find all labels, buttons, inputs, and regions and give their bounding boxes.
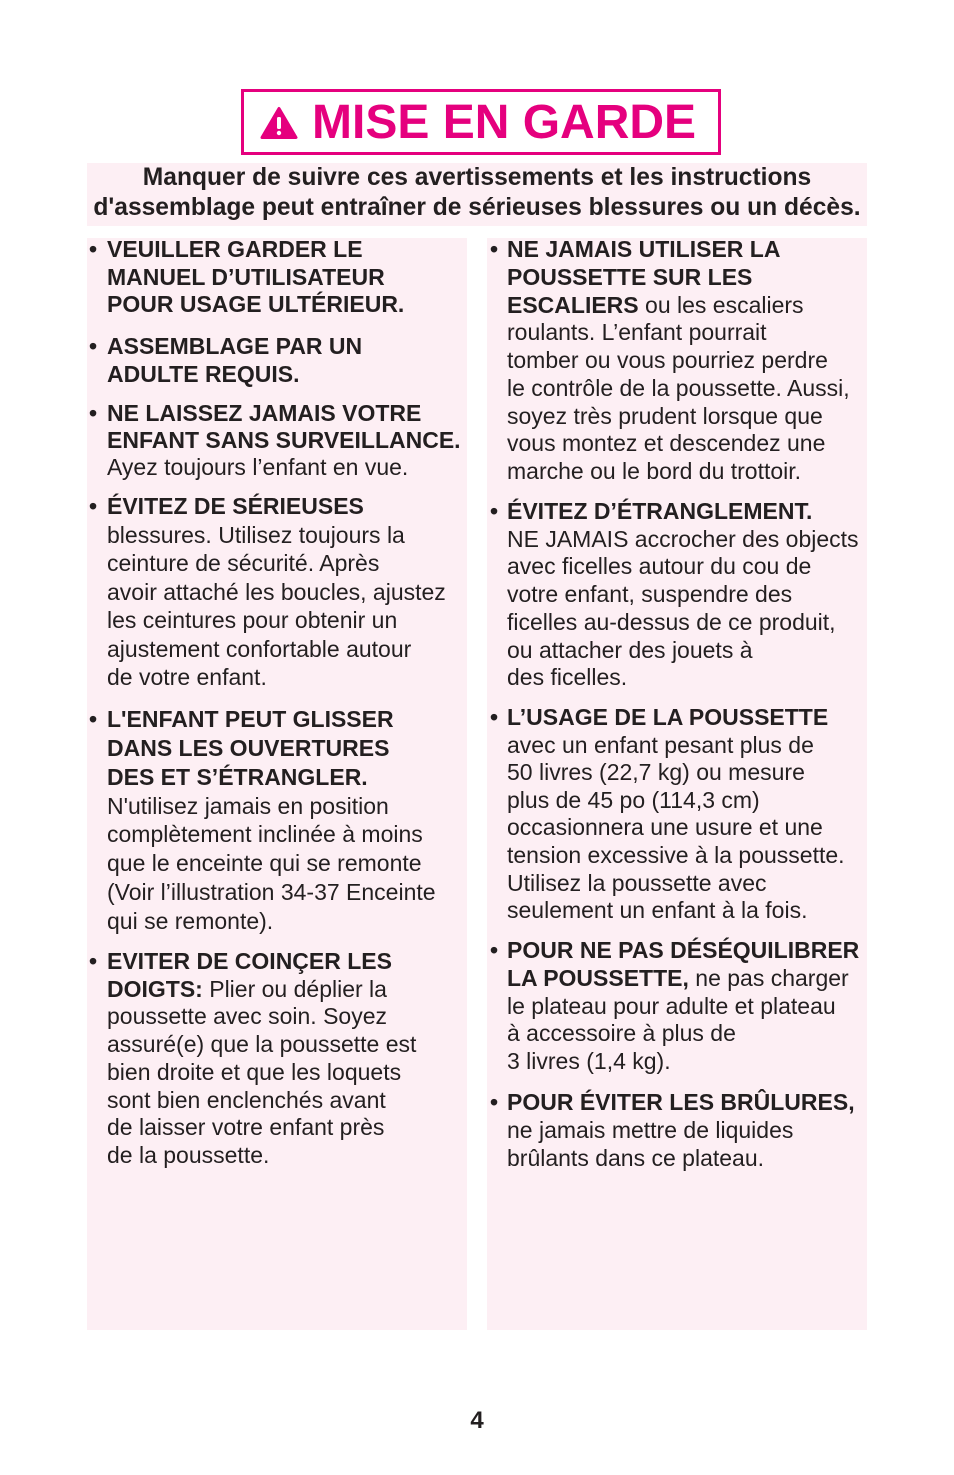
warning-item bbox=[89, 400, 461, 481]
warning-item bbox=[490, 498, 859, 692]
warning-title-box bbox=[241, 89, 721, 155]
warning-item-heading: POUR NE PAS DÉSÉQUILIBRER LA POUSSETTE, bbox=[507, 937, 860, 991]
warning-item-text: avec un enfant pesant plus de 50 livres (22,7 kg) ou mesure plus de 45 po (114,3 cm) occasionnera une usure et une tension excessive à la poussette. Utilisez la poussette avec seulement un enfant à la fois. bbox=[507, 731, 845, 924]
exclamation-bar bbox=[277, 117, 281, 129]
warning-item bbox=[89, 705, 436, 936]
warning-item-text: blessures. Utilisez toujours la ceinture de sécurité. Après avoir attaché les boucles, ajustez les ceintures pour obtenir un ajustement confortable autour de votre enfant. bbox=[107, 521, 446, 690]
warning-item-bullet: • bbox=[89, 493, 98, 519]
warning-intro-line: Manquer de suivre ces avertissements et les instructions bbox=[142, 164, 812, 191]
warning-item-bullet: • bbox=[490, 1089, 499, 1115]
warning-item bbox=[490, 937, 859, 1076]
warning-item bbox=[89, 492, 446, 692]
warning-item-bullet: • bbox=[490, 937, 499, 963]
warnings-column-left bbox=[87, 238, 467, 1330]
warning-item-heading: POUR ÉVITER LES BRÛLURES, bbox=[507, 1089, 855, 1115]
warning-item-heading: NE LAISSEZ JAMAIS VOTRE ENFANT SANS SURVEILLANCE. bbox=[107, 400, 461, 453]
warning-item-heading: NE JAMAIS UTILISER LA POUSSETTE SUR LES ESCALIERS bbox=[507, 236, 781, 318]
warning-item bbox=[89, 236, 404, 319]
warning-item-bullet: • bbox=[89, 948, 98, 974]
warning-triangle-icon bbox=[260, 106, 298, 140]
warning-title: MISE EN GARDE bbox=[312, 96, 697, 149]
warning-item-heading: VEUILLER GARDER LE MANUEL D’UTILISATEUR POUR USAGE ULTÉRIEUR. bbox=[107, 236, 405, 318]
warning-item-text: Plier ou déplier la poussette avec soin. Soyez assuré(e) que la poussette est bien droite et que les loquets sont bien enclenchés avant de laisser votre enfant près de la poussette. bbox=[107, 975, 417, 1168]
warning-item-heading: ÉVITEZ D’ÉTRANGLEMENT. bbox=[507, 498, 813, 524]
warning-item-bullet: • bbox=[89, 706, 98, 732]
warning-item-text: N'utilisez jamais en position complètement inclinée à moins que le enceinte qui se remonte (Voir l’illustration 34-37 Enceinte qui se remonte). bbox=[107, 792, 436, 934]
warning-item bbox=[89, 332, 362, 388]
warning-item-text: NE JAMAIS accrocher des objects avec ficelles autour du cou de votre enfant, suspendre des ficelles au-dessus de ce produit, ou attacher des jouets à des ficelles. bbox=[507, 525, 859, 691]
warning-item-heading: L’USAGE DE LA POUSSETTE bbox=[507, 704, 829, 730]
warning-item-text: ou les escaliers roulants. L’enfant pourrait tomber ou vous pourriez perdre le contrôle de la poussette. Aussi, soyez très prudent lorsque que vous montez et descendez une marche ou le bord du trottoir. bbox=[507, 291, 850, 484]
warning-item-text: Ayez toujours l’enfant en vue. bbox=[107, 454, 409, 480]
warning-item-bullet: • bbox=[89, 236, 98, 262]
warning-intro bbox=[87, 163, 867, 226]
warnings-column-right bbox=[487, 238, 867, 1330]
warning-intro-line: d'assemblage peut entraîner de sérieuses blessures ou un décès. bbox=[93, 194, 861, 221]
page-number: 4 bbox=[470, 1407, 484, 1434]
warning-item-bullet: • bbox=[490, 704, 499, 730]
warning-item bbox=[89, 948, 416, 1170]
exclamation-dot bbox=[277, 131, 281, 135]
warning-item-heading: ASSEMBLAGE PAR UN ADULTE REQUIS. bbox=[107, 333, 363, 387]
warning-item-text: ne pas charger le plateau pour adulte et plateau à accessoire à plus de 3 livres (1,4 kg). bbox=[507, 964, 849, 1074]
warning-item-text: ne jamais mettre de liquides brûlants dans ce plateau. bbox=[507, 1117, 794, 1171]
warning-item-bullet: • bbox=[490, 498, 499, 524]
warning-item bbox=[490, 236, 850, 486]
warning-item-bullet: • bbox=[490, 236, 499, 262]
warning-item-bullet: • bbox=[89, 333, 98, 359]
warning-item-heading: ÉVITEZ DE SÉRIEUSES bbox=[107, 493, 364, 519]
warning-item-bullet: • bbox=[89, 400, 98, 426]
warning-item-heading: L'ENFANT PEUT GLISSER DANS LES OUVERTURES DES ET S’ÉTRANGLER. bbox=[107, 706, 394, 790]
warning-item-heading: EVITER DE COINÇER LES DOIGTS: bbox=[107, 948, 392, 1002]
warning-item bbox=[490, 1088, 855, 1172]
warning-item bbox=[490, 704, 845, 925]
